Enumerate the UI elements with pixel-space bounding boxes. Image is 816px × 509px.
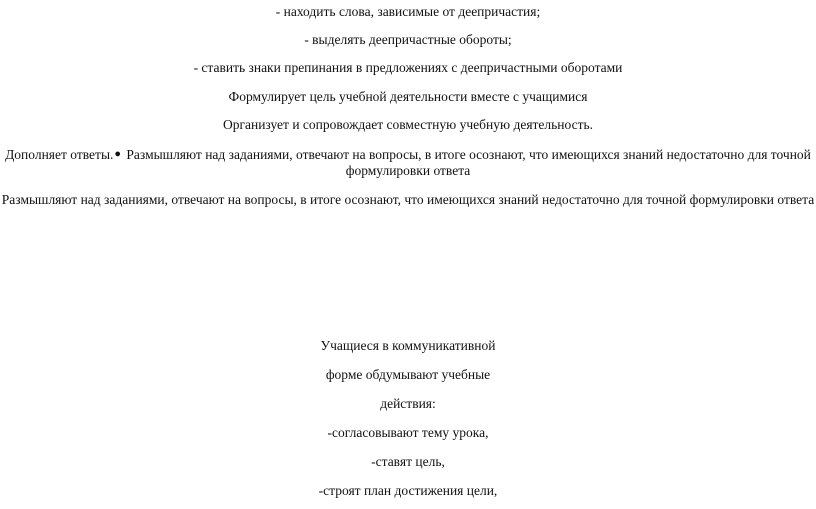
bullet-icon: ● — [114, 148, 122, 160]
bottom-line-2: форме обдумывают учебные — [325, 367, 491, 382]
students-reflect-repeat: Размышляют над заданиями, отвечают на вопросы, в итоге осознают, что имеющихся знаний недостаточно для точной формулировки ответа — [1, 192, 815, 207]
bottom-line-4: -согласовывают тему урока, — [327, 425, 489, 440]
teacher-goal-text: Формулирует цель учебной деятельности вместе с учащимися — [228, 89, 588, 104]
teacher-supplements-text: Дополняет ответы. — [5, 147, 114, 162]
students-reflect-continuation: формулировки ответа — [345, 163, 471, 178]
bottom-line-3: действия: — [380, 396, 436, 411]
bottom-line-5: -ставят цель, — [371, 454, 445, 469]
skill-item-2: - выделять деепричастные обороты; — [304, 32, 512, 47]
teacher-organizes-text: Организует и сопровождает совместную учебную деятельность. — [222, 117, 594, 132]
students-reflect-text: Размышляют над заданиями, отвечают на вопросы, в итоге осознают, что имеющихся знаний недостаточно для точной — [126, 147, 811, 162]
bottom-line-1: Учащиеся в коммуникативной — [320, 338, 496, 353]
skill-item-1: - находить слова, зависимые от деепричастия; — [275, 4, 541, 19]
skill-item-3: - ставить знаки препинания в предложениях с деепричастными оборотами — [193, 60, 623, 75]
bottom-line-6: -строят план достижения цели, — [318, 483, 498, 498]
